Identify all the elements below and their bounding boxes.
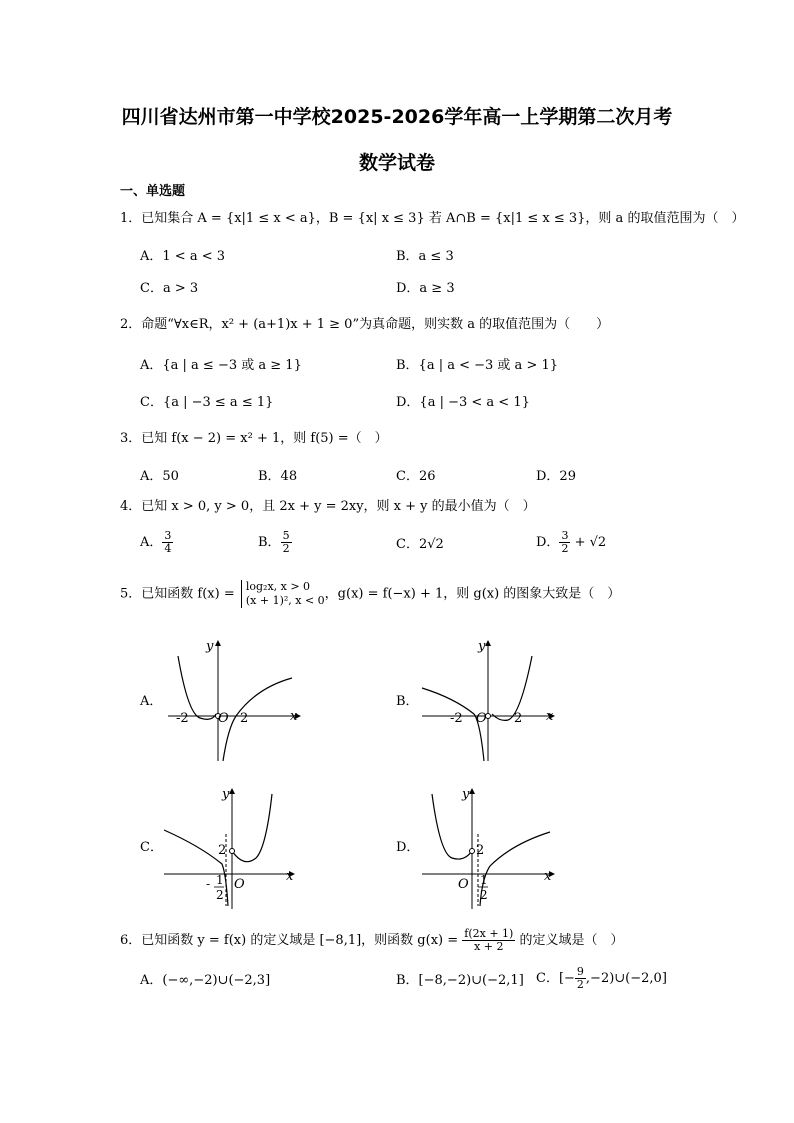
question-2: 2．命题“∀x∈R，x² + (a+1)x + 1 ≥ 0”为真命题，则实数 a 的取值范围为（ ） xyxy=(120,317,610,332)
q4-option-a-label: A． xyxy=(140,535,163,550)
graph-c-x: x xyxy=(286,869,294,884)
question-3: 3．已知 f(x − 2) = x² + 1，则 f(5) =（ ） xyxy=(120,431,388,446)
graph-c-origin: O xyxy=(234,877,245,892)
graph-a-y: y xyxy=(206,639,214,654)
graph-d[interactable] xyxy=(420,784,570,914)
graph-c-frac-den: 2 xyxy=(216,888,224,902)
q1-option-c[interactable]: C．a > 3 xyxy=(140,281,199,296)
graph-b-x: x xyxy=(546,709,554,724)
graph-d-frac-den: 2 xyxy=(480,888,488,902)
question-6 xyxy=(120,928,623,953)
section-heading: 一、单选题 xyxy=(120,184,186,199)
q3-option-c[interactable]: C．26 xyxy=(396,469,436,484)
q2-option-c[interactable]: C．{a | −3 ≤ a ≤ 1} xyxy=(140,395,274,410)
q3-option-d[interactable]: D．29 xyxy=(536,469,576,484)
q6-stem-prefix: 6．已知函数 y = f(x) 的定义域是 [−8,1]，则函数 g(x) = xyxy=(120,933,463,948)
q6-option-c-fraction: $\frac{9}{2}$ xyxy=(576,965,584,991)
graph-c-minus: - xyxy=(206,877,211,891)
q5-option-b[interactable]: B． xyxy=(396,694,419,709)
q1-option-d[interactable]: D．a ≥ 3 xyxy=(396,281,455,296)
graph-a[interactable] xyxy=(160,636,310,766)
q4-fraction-b: $\frac{5}{2}$ xyxy=(282,529,290,555)
graph-a-x: x xyxy=(290,709,298,724)
question-1: 1．已知集合 A = {x|1 ≤ x < a}，B = {x| x ≤ 3} 若 A∩B = {x|1 ≤ x ≤ 3}，则 a 的取值范围为（ ） xyxy=(120,211,745,226)
graph-d-x: x xyxy=(544,869,552,884)
graph-c-y: y xyxy=(222,787,230,802)
q2-option-a[interactable]: A．{a | a ≤ −3 或 a ≥ 1} xyxy=(140,358,302,373)
question-4: 4．已知 x > 0, y > 0，且 2x + y = 2xy，则 x + y 的最小值为（ ） xyxy=(120,499,536,514)
q6-option-b[interactable]: B．[−8,−2)∪(−2,1] xyxy=(396,973,524,988)
q3-option-b[interactable]: B．48 xyxy=(258,469,298,484)
q6-option-c-tail: ,−2)∪(−2,0] xyxy=(585,971,667,986)
q5-stem-prefix: 5．已知函数 f(x) = xyxy=(120,586,239,602)
graph-d-origin: O xyxy=(458,877,469,892)
page-title-line1: 四川省达州市第一中学校2025-2026学年高一上学期第二次月考 xyxy=(121,106,673,128)
q2-option-b[interactable]: B．{a | a < −3 或 a > 1} xyxy=(396,358,559,373)
q4-fraction-d: $\frac{3}{2}$ xyxy=(561,529,569,555)
q5-piecewise: log₂x, x > 0 (x + 1)², x < 0 xyxy=(241,580,325,608)
q1-option-b[interactable]: B．a ≤ 3 xyxy=(396,249,454,264)
graph-b-y: y xyxy=(478,639,486,654)
q3-option-a[interactable]: A．50 xyxy=(140,469,179,484)
q2-option-d[interactable]: D．{a | −3 < a < 1} xyxy=(396,395,530,410)
graph-c-tick-2: 2 xyxy=(218,843,227,858)
graph-b-tick-pos: 2 xyxy=(514,711,523,726)
q5-option-c[interactable]: C． xyxy=(140,840,163,855)
graph-d-tick-2: 2 xyxy=(476,843,485,858)
q4-option-d[interactable] xyxy=(536,530,606,555)
page-title-line2: 数学试卷 xyxy=(358,152,435,174)
graph-a-origin: O xyxy=(218,711,229,726)
q4-option-a[interactable] xyxy=(140,530,173,555)
q4-option-b[interactable] xyxy=(258,530,292,555)
graph-b-tick-neg: -2 xyxy=(450,711,463,726)
graph-c-frac-num: 1 xyxy=(216,873,224,887)
q4-option-d-tail: + √2 xyxy=(570,535,607,550)
q4-fraction-a: $\frac{3}{4}$ xyxy=(164,529,172,555)
graph-b[interactable] xyxy=(420,636,570,766)
question-5 xyxy=(120,580,620,608)
q1-option-a[interactable]: A．1 < a < 3 xyxy=(140,249,225,264)
q6-option-c-bracket: [− xyxy=(558,971,575,986)
graph-c[interactable] xyxy=(160,784,310,914)
graph-d-frac-num: 1 xyxy=(480,873,488,887)
q6-stem-suffix: 的定义域是（ ） xyxy=(515,933,624,948)
graph-d-y: y xyxy=(462,787,470,802)
q5-option-a[interactable]: A． xyxy=(140,694,163,709)
q5-stem-suffix: ，g(x) = f(−x) + 1，则 g(x) 的图象大致是（ ） xyxy=(324,586,621,602)
q6-option-c-label: C． xyxy=(536,971,559,986)
q4-option-c[interactable]: C．2√2 xyxy=(396,537,444,552)
graph-b-origin: O xyxy=(476,711,487,726)
q4-option-d-label: D． xyxy=(536,535,560,550)
q6-fraction: $\frac{f(2x + 1)}{x + 2}$ xyxy=(464,927,514,953)
q5-option-d[interactable]: D． xyxy=(396,840,420,855)
graph-a-tick-neg: -2 xyxy=(176,711,189,726)
q6-option-a[interactable]: A．(−∞,−2)∪(−2,3] xyxy=(140,973,271,988)
graph-a-tick-pos: 2 xyxy=(240,711,249,726)
q6-option-c[interactable] xyxy=(536,966,667,991)
q4-option-b-label: B． xyxy=(258,535,281,550)
